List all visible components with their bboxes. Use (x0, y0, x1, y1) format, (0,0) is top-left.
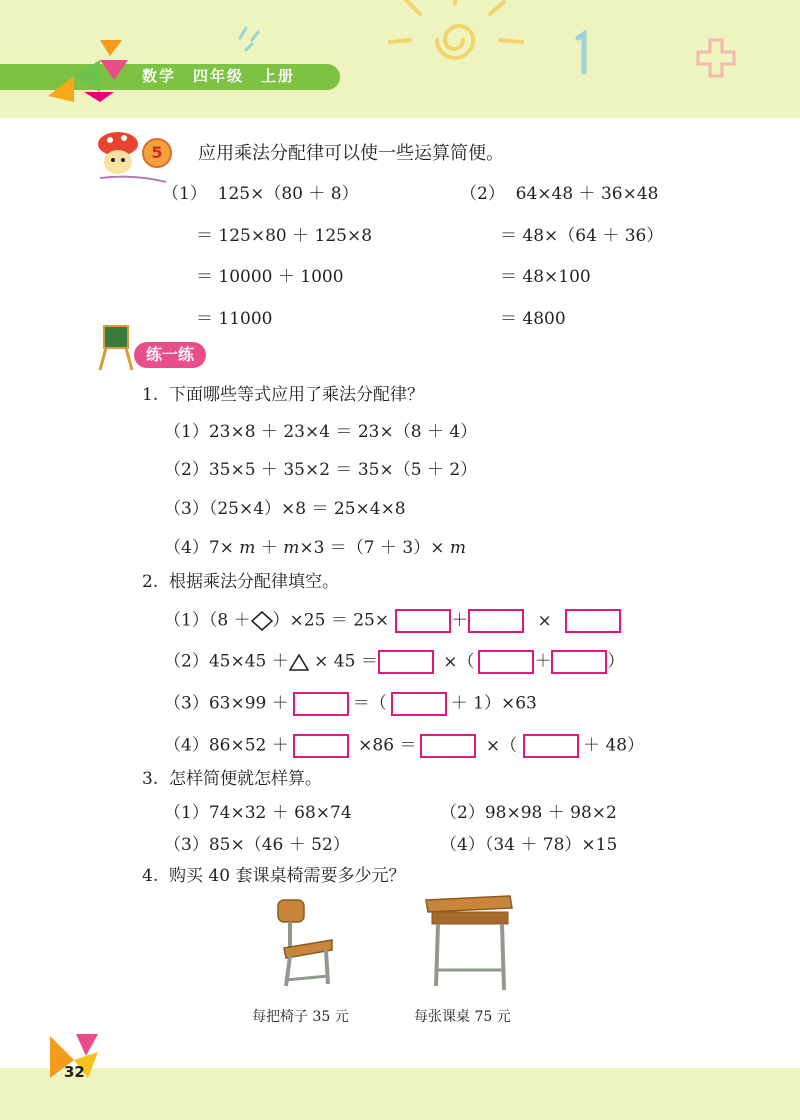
q1-item: （1）23×8 ＋ 23×4 ＝ 23×（8 ＋ 4） (164, 422, 478, 442)
example-col2-line: ＝ 48×（64 ＋ 36） (500, 226, 664, 246)
sun-icon (380, 0, 530, 70)
answer-box[interactable] (378, 650, 434, 674)
q2-text: × 45 ＝ (308, 651, 378, 672)
q2-row-3 (164, 692, 537, 716)
q2-text: ＋ (534, 651, 552, 672)
question-1-title: 1. 下面哪些等式应用了乘法分配律？ (142, 385, 425, 405)
answer-box[interactable] (420, 734, 476, 758)
q1-item: （3）（25×4）×8 ＝ 25×4×8 (164, 499, 406, 519)
q2-row-4 (164, 734, 644, 758)
question-3-title: 3. 怎样简便就怎样算。 (142, 769, 323, 789)
q1-item4-part: （4）7× (164, 538, 240, 558)
desk-image (420, 890, 516, 1000)
tangram-logo-icon (44, 36, 134, 106)
example-col2-line: ＝ 4800 (500, 309, 566, 329)
q2-row-1 (164, 609, 621, 633)
example-number-badge: 5 (142, 138, 172, 168)
header-title: 数学 四年级 上册 (142, 67, 296, 85)
sparkle-icon (232, 20, 272, 56)
q2-text: ＋ (451, 610, 469, 631)
q2-text: ＝（ (352, 693, 387, 714)
q2-text: ＋ 48） (583, 735, 645, 756)
answer-box[interactable] (551, 650, 607, 674)
question-2-title: 2. 根据乘法分配律填空。 (142, 572, 340, 592)
q2-text: ×86 ＝ (352, 735, 417, 756)
answer-box[interactable] (468, 609, 524, 633)
q2-text: ×（ (437, 651, 475, 672)
answer-box[interactable] (293, 692, 349, 716)
chair-image (270, 896, 340, 996)
plus-icon (694, 36, 738, 80)
q2-text: ） (607, 651, 625, 672)
page-number: 32 (64, 1063, 85, 1081)
variable-m: m (239, 538, 256, 558)
q2-text: （1）（8 ＋ (164, 610, 251, 631)
q2-text: ）×25 ＝ 25× (272, 610, 390, 631)
question-4-title: 4. 购买 40 套课桌椅需要多少元？ (142, 866, 406, 886)
variable-m: m (449, 538, 467, 558)
easel-icon (96, 322, 136, 372)
q2-text: ＋ 1）×63 (450, 693, 537, 714)
diamond-icon (251, 611, 273, 631)
q2-text: （3）63×99 ＋ (164, 693, 289, 714)
number-one-icon (566, 30, 596, 80)
answer-box[interactable] (478, 650, 534, 674)
q2-text: （4）86×52 ＋ (164, 735, 289, 756)
answer-box[interactable] (293, 734, 349, 758)
example-description: 应用乘法分配律可以使一些运算简便。 (198, 143, 504, 164)
triangle-icon (289, 653, 309, 671)
q2-text: × (532, 610, 558, 631)
q1-item (164, 537, 466, 559)
variable-m: m (283, 538, 300, 558)
example-col2-line: ＝ 48×100 (500, 267, 591, 287)
example-col1-line: ＝ 125×80 ＋ 125×8 (196, 226, 373, 246)
answer-box[interactable] (523, 734, 579, 758)
example-col1-line: ＝ 10000 ＋ 1000 (196, 267, 344, 287)
answer-box[interactable] (391, 692, 447, 716)
q1-item: （2）35×5 ＋ 35×2 ＝ 35×（5 ＋ 2） (164, 460, 478, 480)
q3-item: （4）（34 ＋ 78）×15 (440, 835, 618, 855)
example-col1-line: （1） 125×（80 ＋ 8） (162, 184, 359, 204)
answer-box[interactable] (395, 609, 451, 633)
bottom-band (0, 1068, 800, 1120)
q1-item4-part: ×3 ＝（7 ＋ 3）× (299, 538, 450, 558)
practice-badge: 练一练 (134, 342, 206, 368)
q1-item4-part: ＋ (255, 538, 284, 558)
q2-row-2 (164, 650, 624, 674)
chair-price-caption: 每把椅子 35 元 (252, 1009, 349, 1025)
q3-item: （1）74×32 ＋ 68×74 (164, 803, 352, 823)
example-col1-line: ＝ 11000 (196, 309, 273, 329)
answer-box[interactable] (565, 609, 621, 633)
q3-item: （3）85×（46 ＋ 52） (164, 835, 350, 855)
q2-text: ×（ (480, 735, 518, 756)
q2-text: （2）45×45 ＋ (164, 651, 289, 672)
desk-price-caption: 每张课桌 75 元 (414, 1009, 511, 1025)
q3-item: （2）98×98 ＋ 98×2 (440, 803, 617, 823)
example-col2-line: （2） 64×48 ＋ 36×48 (460, 184, 659, 204)
